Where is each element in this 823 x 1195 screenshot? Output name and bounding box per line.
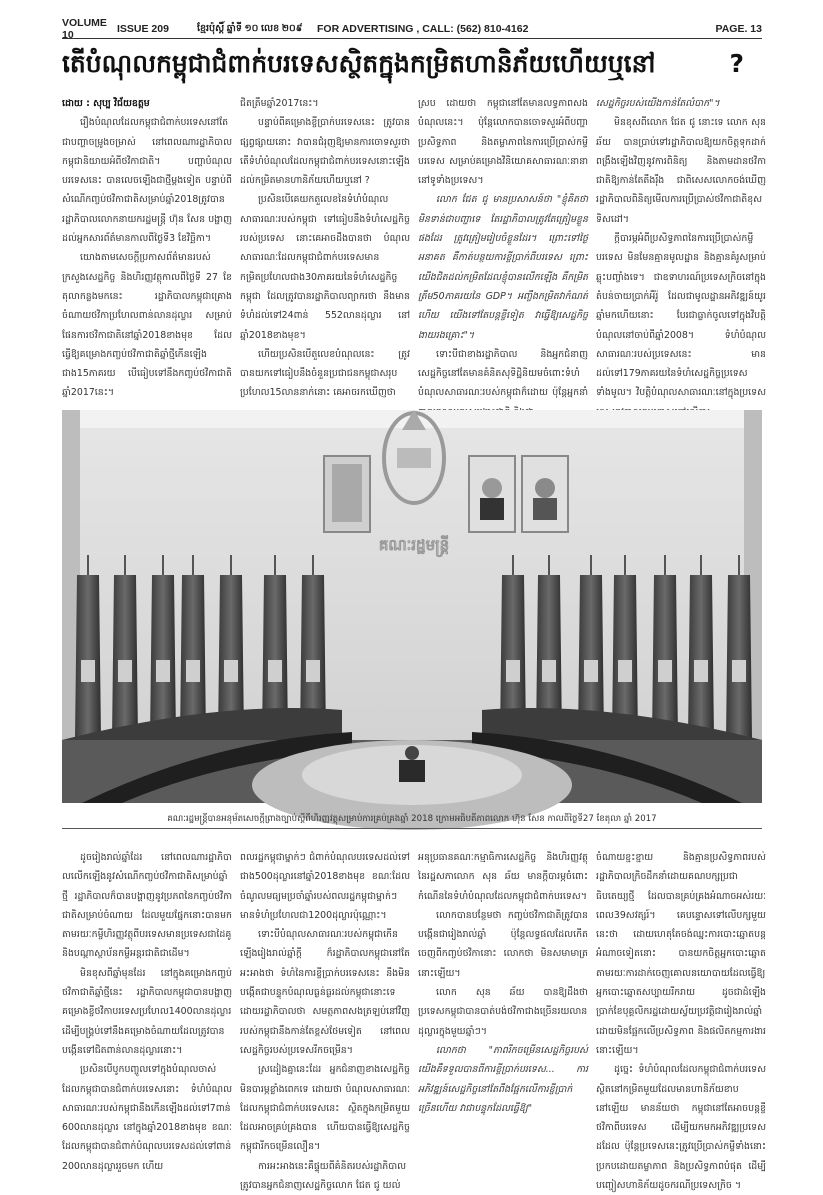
quote-paragraph: លោកថា "ភាពរីកចម្រើនសេដ្ឋកិច្ចរបស់យើងគឺទទួលបានពីការខ្ចីប្រាក់បរទេស... ការអភិវឌ្ឍន៍សេដ្ឋកិច្ចនៅតែពឹងផ្អែកលើការខ្ចីប្រាក់ច្រើនហើយ វាជាបន្ទុកដែលធ្វើឱ្យ" — [418, 1044, 588, 1114]
flag-icon — [150, 555, 176, 740]
article-photo-cabinet-meeting — [62, 410, 762, 803]
article-column-3 — [418, 94, 588, 404]
issue-number: ISSUE 209 — [117, 23, 169, 35]
paragraph: ស្រប ដោយថា កម្ពុជានៅតែមានលទ្ធភាពសងបំណុលនេះ។ ប៉ុន្តែលោកបានចោទសួរអំពីបញ្ហាប្រសិទ្ធភាព និងតម្លាភាពនៃការប្រើប្រាស់កម្ចីបរទេស សម្រាប់គម្រោងវិនិយោគសាធារណៈនានានៅទូទាំងប្រទេស។ — [418, 98, 588, 187]
article-column-5 — [62, 848, 232, 1178]
volume-number: VOLUME 10 — [62, 17, 107, 41]
flag-icon — [688, 555, 714, 740]
article-column-4 — [596, 94, 766, 404]
portrait-frame — [469, 456, 515, 532]
paragraph: អនុប្រធានគណៈកម្មាធិការសេដ្ឋកិច្ច និងហិរញ្ញវត្ថុនៃរដ្ឋសភាលោក សុន ឆ័យ មានក្តីបារម្ភចំពោះកំណើននៃទំហំបំណុលដែលកម្ពុជាជំពាក់បរទេស។ — [418, 852, 588, 902]
paragraph: ពលរដ្ឋកម្ពុជាម្នាក់ៗ ជំពាក់បំណុលបរទេសដល់ទៅជាង500ដុល្លារនៅឆ្នាំ2018ខាងមុខ ខណៈដែលចំណូលមធ្យមប្រចាំឆ្នាំរបស់ពលរដ្ឋកម្ពុជាម្នាក់ៗ មានទំហំប្រហែលជា1200ដុល្លារប៉ុណ្ណោះ។ — [240, 852, 410, 921]
paragraph: មិនខុសពីលោក ជែត ជូ នោះទេ លោក សុន ឆ័យ បានប្រាប់ទៅរដ្ឋាភិបាលឱ្យយកចិត្តទុកដាក់ពង្រឹងឡើងវិញនូវការពិនិត្យ និងតាមដានថវិកាជាតិឱ្យកាន់តែតឹងរ៉ឹង ជាពិសេសលោកចង់ឃើញរដ្ឋាភិបាលពិនិត្យមើលការប្រើប្រាស់ថវិកាជាតិខុសទិសដៅ។ — [596, 117, 766, 225]
advertising-contact: FOR ADVERTISING , CALL: (562) 810-4162 — [317, 23, 529, 35]
article-column-1 — [62, 94, 232, 404]
cabinet-meeting-photo — [62, 410, 762, 803]
paragraph: ដូចរៀងរាល់ឆ្នាំដែរ នៅពេលណារដ្ឋាភិបាលលើកឡើងនូវសំណើកញ្ចប់ថវិកាជាតិសម្រាប់ឆ្នាំថ្មី រដ្ឋាភិបាលក៏បានបង្ហាញនូវប្រភពនៃកញ្ចប់ថវិកាជាតិសម្រាប់ចំណាយ ដែលមួយផ្នែកនោះបានមកតាមរយៈកម្ចីហិរញ្ញវត្ថុពីបរទេសមានប្រទេសជាដៃគូ និងបណ្តាស្ថាប័នកម្ចីអន្តរជាតិជាដើម។ — [62, 852, 232, 960]
headline-text: តើបំណុលកម្ពុជាជំពាក់បរទេសស្ថិតក្នុងកម្រិតហានិភ័យហើយឬនៅ — [62, 49, 656, 78]
article-column-7 — [418, 848, 588, 1178]
paragraph: ក្តីបារម្ភអំពីប្រសិទ្ធភាពនៃការប្រើប្រាស់កម្ចីបរទេស មិនមែនគ្មានមូលដ្ឋាន និងគ្មានគំរូសម្រាប់ឆ្លុះបញ្ចាំងទេ។ ជាឧទាហរណ៍ប្រទេសក្រិចនៅក្នុងតំបន់ចាយប្រាក់អឺរ៉ូ ដែលជាមូលដ្ឋានអភិវឌ្ឍន៍យូរឆ្នាំមកហើយនោះ បែរជាធ្លាក់ចូលទៅក្នុងវិបត្តិបំណុលនៅចាប់ពីឆ្នាំ2008។ ទំហំបំណុលសាធារណៈរបស់ប្រទេសនេះ មានដល់ទៅ179ភាគរយនៃទំហំសេដ្ឋកិច្ចប្រទេសទាំងមូល។ វិបត្តិបំណុលសាធារណៈនៅក្នុងប្រទេស — [596, 233, 766, 399]
portrait-frame — [522, 456, 568, 532]
headline-question-mark: ? — [729, 49, 744, 78]
paragraph: លោកបានបន្ថែមថា កញ្ចប់ថវិកាជាតិត្រូវបានបង្កើនជារៀងរាល់ឆ្នាំ ប៉ុន្តែលទ្ធផលដែលកើតចេញពីកញ្ចប់ថវិកានោះ លោកថា មិនសមាមាត្រនោះឡើយ។ — [418, 909, 588, 979]
paragraph: រឿងបំណុលដែលកម្ពុជាជំពាក់បរទេសនៅតែជាបញ្ហាចម្រូងចម្រាស់ នៅពេលណារដ្ឋាភិបាលកម្ពុជានិយាយអំពីថវិកាជាតិ។ បញ្ហាបំណុលបរទេសនេះ បានលេចឡើងជាថ្មីម្តងទៀត បន្ទាប់ពីសំណើកញ្ចប់ថវិកាជាតិសម្រាប់ឆ្នាំ2018ត្រូវបានរដ្ឋាភិបាលលោកនាយករដ្ឋមន្ត្រី ហ៊ុន សែន បង្ហាញដល់អ្នកសារព័ត៌មានកាលពីថ្ងៃទី3 ខែវិច្ឆិកា។ — [62, 117, 232, 245]
portrait-frame — [324, 456, 370, 532]
masthead — [62, 17, 762, 41]
flag-icon — [612, 555, 638, 740]
quote-paragraph: លោក ជែត ជូ មានប្រសាសន៍ថា "ខ្ញុំគិតថាមិនទាន់ជាបញ្ហាទេ តែរដ្ឋាភិបាលត្រូវតែត្រៀមខ្លួនផងដែរ ត្រូវត្រៀមរៀបចំខ្លួនដែរ។ ព្រោះទៅថ្ងៃអនាគត គឺកាត់បន្ថយការខ្ចីប្រាក់ពីបរទេស ព្រោះយើងជិតដល់កម្រិតដែលខ្ញុំបានលើកឡើង គឺកម្រិតត្រឹម50ភាគរយនៃ GDP។ អញ្ចឹងកម្រិតវាកំណត់ហើយ យើងទៅតែបន្តខ្ចីទៀត វាធ្វើឱ្យសេដ្ឋកិច្ចងាយរងគ្រោះ"។ — [418, 194, 588, 341]
flag-icon — [112, 555, 138, 740]
paragraph: ស្រដៀងគ្នានេះដែរ អ្នកជំនាញខាងសេដ្ឋកិច្ច មិនបារម្ភខ្លាំងពេកទេ ដោយថា បំណុលសាធារណៈដែលកម្ពុជាជំពាក់បរទេសនេះ ស្ថិតក្នុងកម្រិតមួយដែលអាចគ្រប់គ្រងបាន ហើយបានធ្វើឱ្យសេដ្ឋកិច្ចកម្ពុជារីកចម្រើនលឿន។ — [240, 1064, 410, 1153]
photo-caption: គណៈរដ្ឋមន្ត្រីបានអនុម័តសេចក្តីព្រាងច្បាប់ស្តីពីហិរញ្ញវត្ថុសម្រាប់ការគ្រប់គ្រងឆ្នាំ 2018 ក្រោមអធិបតីភាពលោក ហ៊ុន សែន កាលពីថ្ងៃទី27 ខែតុលា ឆ្នាំ 2017 — [62, 810, 762, 829]
khmer-date: ខ្មែរប៉ុស្ដិ៍ ឆ្នាំទី ១០ លេខ ២០៩ — [197, 23, 303, 34]
article-headline — [62, 46, 762, 82]
paragraph: ប្រសិនបើគេយកតួលេខនៃទំហំបំណុលសាធារណៈរបស់កម្ពុជា ទៅធៀបនឹងទំហំសេដ្ឋកិច្ចរបស់ប្រទេស នោះគេអាចដឹងបានថា បំណុលសាធារណៈដែលកម្ពុជាជំពាក់បរទេសមានកម្រិតប្រហែលជាង30ភាគរយនៃទំហំសេដ្ឋកិច្ចកម្ពុជា ដែលត្រូវបានរដ្ឋាភិបាលព្យាករថា នឹងមានទំហំដល់ទៅ24ពាន់ 552លានដុល្លារ នៅឆ្នាំ2018ខាងមុខ។ — [240, 194, 410, 341]
byline: ដោយ : សុប្ប វិជ័យឧត្តម — [62, 98, 150, 109]
paragraph: ហើយប្រសិនបើតួលេខបំណុលនេះ ត្រូវបានយកទៅធៀបនឹងចំនួនប្រជាជនកម្ពុជាសរុបប្រហែល15លាននាក់នោះ គេអាចរកឃើញថា — [240, 348, 410, 399]
article-column-6 — [240, 848, 410, 1192]
flag-icon — [75, 555, 101, 740]
quote-paragraph: សេដ្ឋកិច្ចរបស់យើងកាន់តែលំបាក"។ — [596, 98, 720, 109]
article-column-8 — [596, 848, 766, 1192]
paragraph: ប្រសិនបើបូកបញ្ចូលទៅក្នុងបំណុលចាស់ដែលកម្ពុជាបានជំពាក់បរទេសនោះ ទំហំបំណុលសាធារណៈរបស់កម្ពុជានឹងកើនឡើងដល់ទៅ7ពាន់ 600លានដុល្លារ នៅក្នុងឆ្នាំ2018ខាងមុខ ខណៈដែលកម្ពុជាបានជំពាក់បំណុលបរទេសដល់ទៅពាន់ 200លានដុល្លាររួចមក ហើយ — [62, 1064, 232, 1172]
paragraph: ទោះបីបំណុលសាធារណៈរបស់កម្ពុជាកើនឡើងរៀងរាល់ឆ្នាំក្តី ក៏រដ្ឋាភិបាលកម្ពុជានៅតែអះអាងថា ទំហំនៃការខ្ចីប្រាក់បរទេសនេះ នឹងមិនបង្កើតជាបន្ទុកបំណុលធ្ងន់ធ្ងរដល់កម្ពុជានោះទេ ដោយរដ្ឋាភិបាលថា សមត្ថភាពសងត្រឡប់នៅវិញរបស់កម្ពុជានឹងកាន់តែខ្ពស់ថែមទៀត នៅពេលសេដ្ឋកិច្ចរបស់ប្រទេសរីកចម្រើន។ — [240, 929, 410, 1056]
flag-icon — [726, 555, 752, 740]
flag-icon — [652, 555, 678, 740]
paragraph: ការអះអាងនេះគឺផ្ទុយពីគំនិតរបស់រដ្ឋាភិបាល ត្រូវបានអ្នកជំនាញសេដ្ឋកិច្ចលោក ជែត ជូ យល់ — [240, 1160, 407, 1192]
article-column-2 — [240, 94, 410, 404]
paragraph: យោងតាមសេចក្តីប្រកាសព័ត៌មានរបស់ក្រសួងសេដ្ឋកិច្ច និងហិរញ្ញវត្ថុកាលពីថ្ងៃទី 27 ខែតុលាកន្លងមកនេះ រដ្ឋាភិបាលកម្ពុជាគ្រោងចំណាយថវិកាប្រហែលពាន់លានដុល្លារ សម្រាប់ផែនការថវិកាជាតិនៅឆ្នាំ2018ខាងមុខ ដែលធ្វើឱ្យគម្រោងកញ្ចប់ថវិកាជាតិឆ្នាំថ្មីកើនឡើងជាង15ភាគរយ បើធៀបទៅនឹងកញ្ចប់ថវិកាជាតិឆ្នាំ2017នេះ។ — [62, 252, 232, 399]
paragraph: ចំណាយខ្ជះខ្ជាយ និងគ្មានប្រសិទ្ធភាពរបស់រដ្ឋាភិបាលក្រិចដឹកនាំដោយគណបក្សប្រជាធិបតេយ្យថ្មី ដែលបានគ្រប់គ្រងអំណាចអស់រយៈពេល39សវត្សរ៍។ គេបន្ទោសទៅលើបក្សមួយនេះថា ដោយហេតុតែចង់ឈ្នះការបោះឆ្នោតបន្តអំណាចទៀតនោះ បានយកចិត្តអ្នកបោះឆ្នោត តាមរយៈការដាក់ចេញគោលនយោបាយដែលធ្វើឱ្យអ្នកបោះឆ្នោតសប្បាយរីករាយ ដូចជាដំឡើងប្រាក់ខែបុគ្គលិករដ្ឋដោយស្វ័យប្រវត្តិជារៀងរាល់ឆ្នាំ ដោយមិនផ្អែកលើប្រសិទ្ធភាព និងផលិតកម្មការងារនោះឡើយ។ — [596, 852, 766, 1056]
council-of-ministers-sign: គណៈរដ្ឋមន្ត្រី — [378, 536, 450, 554]
page-number: PAGE. 13 — [715, 23, 762, 35]
paragraph: បន្ទាប់ពីគម្រោងខ្ចីប្រាក់បរទេសនេះ ត្រូវបានផ្សព្វផ្សាយនោះ វាបានជំរុញឱ្យមានការចោទសួរថា តើទំហំបំណុលដែលកម្ពុជាជំពាក់បរទេសនោះឡើងដល់កម្រិតមានហានិភ័យហើយឬនៅ ? — [240, 117, 410, 187]
paragraph: ដូច្នេះ ទំហំបំណុលដែលកម្ពុជាជំពាក់បរទេសស្ថិតនៅកម្រិតមួយដែលមានហានិភ័យខាបនៅឡើយ មានន័យថា កម្ពុជានៅតែអាចបន្តខ្ចីថវិកាពីបរទេស ដើម្បីយកមកអភិវឌ្ឍប្រទេសដដែល ប៉ុន្តែប្រទេសនេះត្រូវប្រើប្រាស់កម្ចីទាំងនោះប្រកបដោយតម្លាភាព និងប្រសិទ្ធភាពបំផុត ដើម្បីបញ្ចៀសហានិភ័យដូចករណីប្រទេសក្រិច ។ — [596, 1064, 766, 1192]
paragraph: ទោះបីជាខាងរដ្ឋាភិបាល និងអ្នកជំនាញសេដ្ឋកិច្ចនៅតែមានគំនិតសុទិដ្ឋិនិយមចំពោះទំហំបំណុលសាធារណៈរបស់កម្ពុជាក៏ដោយ ប៉ុន្តែអ្នកនាំ — [418, 348, 588, 399]
paragraph: មិនខុសពីឆ្នាំមុនដែរ នៅក្នុងគម្រោងកញ្ចប់ថវិកាជាតិឆ្នាំថ្មីនេះ រដ្ឋាភិបាលកម្ពុជាបានបង្ហាញគម្រោងខ្ចីថវិកាបរទេសប្រហែល1400លានដុល្លារ ដើម្បីបង្គ្រប់ទៅនឹងគម្រោងចំណាយដែលត្រូវបានបង្កើនទៅជិតពាន់លានដុល្លារនោះ។ — [62, 967, 232, 1056]
paragraph: លោក សុន ឆ័យ បានឱ្យដឹងថា ប្រទេសកម្ពុជាបានបាត់បង់ថវិកាជាងច្រើនរយលានដុល្លារក្នុងមួយឆ្នាំៗ។ — [418, 987, 588, 1037]
paragraph: ជិតត្រឹមឆ្នាំ2017នេះ។ — [240, 98, 319, 109]
flag-icon — [180, 555, 206, 740]
